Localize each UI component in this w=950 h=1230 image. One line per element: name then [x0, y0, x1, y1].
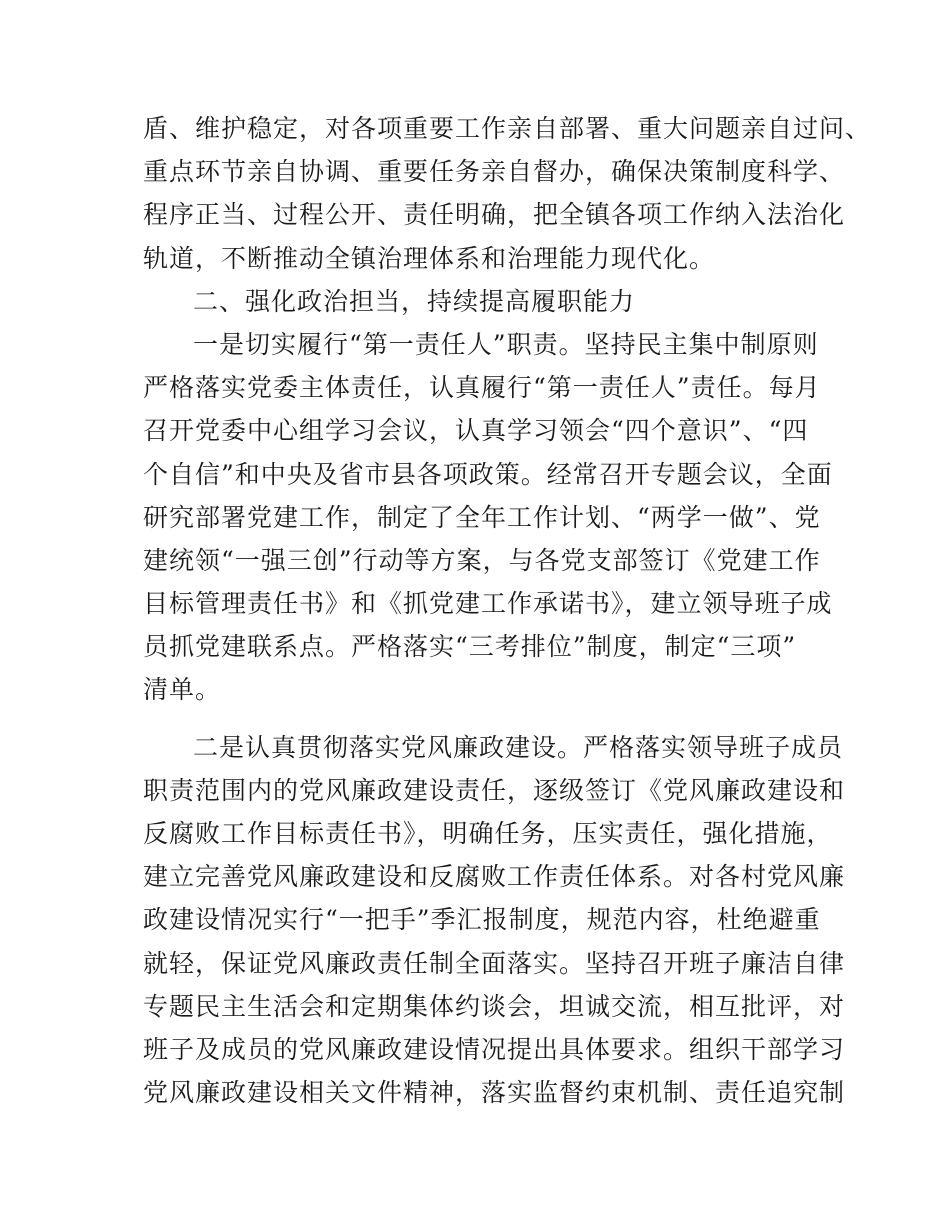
text-line: 就轻，保证党风廉政责任制全面落实。坚持召开班子廉洁自律 — [143, 948, 846, 978]
text-line: 建立完善党风廉政建设和反腐败工作责任体系。对各村党风廉 — [143, 862, 846, 892]
text-line: 个自信”和中央及省市县各项政策。经常召开专题会议，全面 — [143, 459, 833, 489]
text-line: 职责范围内的党风廉政建设责任，逐级签订《党风廉政建设和 — [143, 775, 846, 805]
text-line: 二是认真贯彻落实党风廉政建设。严格落实领导班子成员 — [193, 732, 844, 762]
text-line: 建统领“一强三创”行动等方案，与各党支部签订《党建工作 — [143, 545, 821, 575]
paragraph-first-responsibility — [143, 323, 833, 712]
section-heading — [143, 280, 813, 323]
document-body — [143, 107, 872, 1114]
text-line: 反腐败工作目标责任书》，明确任务，压实责任，强化措施， — [143, 819, 833, 848]
paragraph-anti-corruption — [143, 726, 846, 1115]
paragraph-continuation — [143, 107, 872, 280]
text-line: 严格落实党委主体责任，认真履行“第一责任人”责任。每月 — [143, 373, 821, 403]
text-line: 程序正当、过程公开、责任明确，把全镇各项工作纳入法治化 — [143, 200, 846, 230]
text-line: 员抓党建联系点。严格落实“三考排位”制度，制定“三项” — [143, 632, 797, 662]
text-line: 清单。 — [143, 675, 222, 705]
text-line: 目标管理责任书》和《抓党建工作承诺书》，建立领导班子成 — [143, 589, 833, 619]
text-line: 召开党委中心组学习会议，认真学习领会“四个意识”、“四 — [143, 416, 809, 446]
heading-text: 二、强化政治担当，持续提高履职能力 — [193, 286, 636, 316]
text-line: 专题民主生活会和定期集体约谈会，坦诚交流，相互批评，对 — [143, 991, 846, 1021]
text-line: 党风廉政建设相关文件精神，落实监督约束机制、责任追究制 — [143, 1078, 846, 1108]
text-line: 班子及成员的党风廉政建设情况提出具体要求。组织干部学习 — [143, 1034, 846, 1064]
text-line: 研究部署党建工作，制定了全年工作计划、“两学一做”、党 — [143, 502, 821, 532]
text-line: 政建设情况实行“一把手”季汇报制度，规范内容，杜绝避重 — [143, 905, 821, 935]
paragraph-spacer — [143, 712, 813, 726]
text-line: 盾、维护稳定，对各项重要工作亲自部署、重大问题亲自过问、 — [143, 114, 872, 143]
text-line: 轨道，不断推动全镇治理体系和治理能力现代化。 — [143, 243, 716, 273]
text-line: 重点环节亲自协调、重要任务亲自督办，确保决策制度科学、 — [143, 157, 846, 187]
text-line: 一是切实履行“第一责任人”职责。坚持民主集中制原则 — [193, 329, 819, 359]
